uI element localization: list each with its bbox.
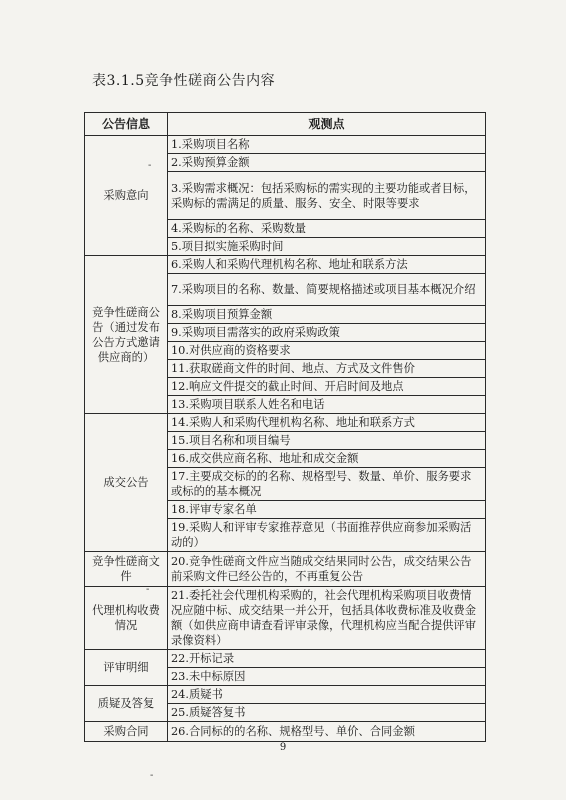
observation-item: 21.委托社会代理机构采购的，社会代理机构采购项目收费情况应随中标、成交结果一并公开，包括具体收费标准及收费金额（如供应商申请查看评审录像，代理机构应当配合提供评审录像资料）	[168, 587, 486, 650]
observation-item: 12.响应文件提交的截止时间、开启时间及地点	[168, 378, 486, 396]
observation-item: 26.合同标的的名称、规格型号、单价、合同金额	[168, 722, 486, 742]
scan-mark: -	[150, 770, 154, 781]
table-caption: 表3.1.5竞争性磋商公告内容	[92, 73, 276, 89]
table-body	[85, 136, 486, 742]
category-cell: 评审明细	[85, 650, 168, 686]
table-row	[85, 256, 486, 274]
table-row	[85, 136, 486, 154]
category-cell: 成交公告	[85, 414, 168, 552]
observation-item: 10.对供应商的资格要求	[168, 342, 486, 360]
observation-item: 22.开标记录	[168, 650, 486, 668]
observation-item: 2.采购预算金额	[168, 154, 486, 172]
observation-item: 7.采购项目的名称、数量、简要规格描述或项目基本概况介绍	[168, 274, 486, 306]
observation-item: 19.采购人和评审专家推荐意见（书面推荐供应商参加采购活动的）	[168, 519, 486, 552]
header-observation-point: 观测点	[168, 113, 486, 136]
observation-item: 15.项目名称和项目编号	[168, 432, 486, 450]
observation-item: 18.评审专家名单	[168, 501, 486, 519]
observation-item: 17.主要成交标的的名称、规格型号、数量、单价、服务要求或标的的基本概况	[168, 468, 486, 501]
table-row	[85, 722, 486, 742]
category-cell: 采购意向	[85, 136, 168, 256]
scan-mark: -	[148, 160, 152, 171]
observation-item: 5.项目拟实施采购时间	[168, 238, 486, 256]
observation-item: 20.竞争性磋商文件应当随成交结果同时公告，成交结果公告前采购文件已经公告的，不再重复公告	[168, 552, 486, 587]
observation-item: 4.采购标的名称、采购数量	[168, 220, 486, 238]
table-row	[85, 552, 486, 587]
category-cell: 竞争性磋商文件	[85, 552, 168, 587]
observation-item: 11.获取磋商文件的时间、地点、方式及文件售价	[168, 360, 486, 378]
table-row	[85, 587, 486, 650]
announcement-content-table	[84, 112, 486, 742]
observation-item: 14.采购人和采购代理机构名称、地址和联系方式	[168, 414, 486, 432]
category-cell: 采购合同	[85, 722, 168, 742]
observation-item: 6.采购人和采购代理机构名称、地址和联系方法	[168, 256, 486, 274]
observation-item: 8.采购项目预算金额	[168, 306, 486, 324]
observation-item: 1.采购项目名称	[168, 136, 486, 154]
table-row	[85, 686, 486, 704]
observation-item: 24.质疑书	[168, 686, 486, 704]
table-header-row	[85, 113, 486, 136]
observation-item: 16.成交供应商名称、地址和成交金额	[168, 450, 486, 468]
observation-item: 9.采购项目需落实的政府采购政策	[168, 324, 486, 342]
observation-item: 25.质疑答复书	[168, 704, 486, 722]
category-cell: 代理机构收费情况	[85, 587, 168, 650]
observation-item: 23.未中标原因	[168, 668, 486, 686]
table-row	[85, 414, 486, 432]
table-row	[85, 650, 486, 668]
observation-item: 3.采购需求概况：包括采购标的需实现的主要功能或者目标，采购标的需满足的质量、服务、安全、时限等要求	[168, 172, 486, 220]
category-cell: 质疑及答复	[85, 686, 168, 722]
category-cell: 竞争性磋商公告（通过发布公告方式邀请供应商的）	[85, 256, 168, 414]
scan-mark: -	[146, 584, 150, 595]
header-announcement-info: 公告信息	[85, 113, 168, 136]
observation-item: 13.采购项目联系人姓名和电话	[168, 396, 486, 414]
page-number: 9	[279, 742, 287, 753]
